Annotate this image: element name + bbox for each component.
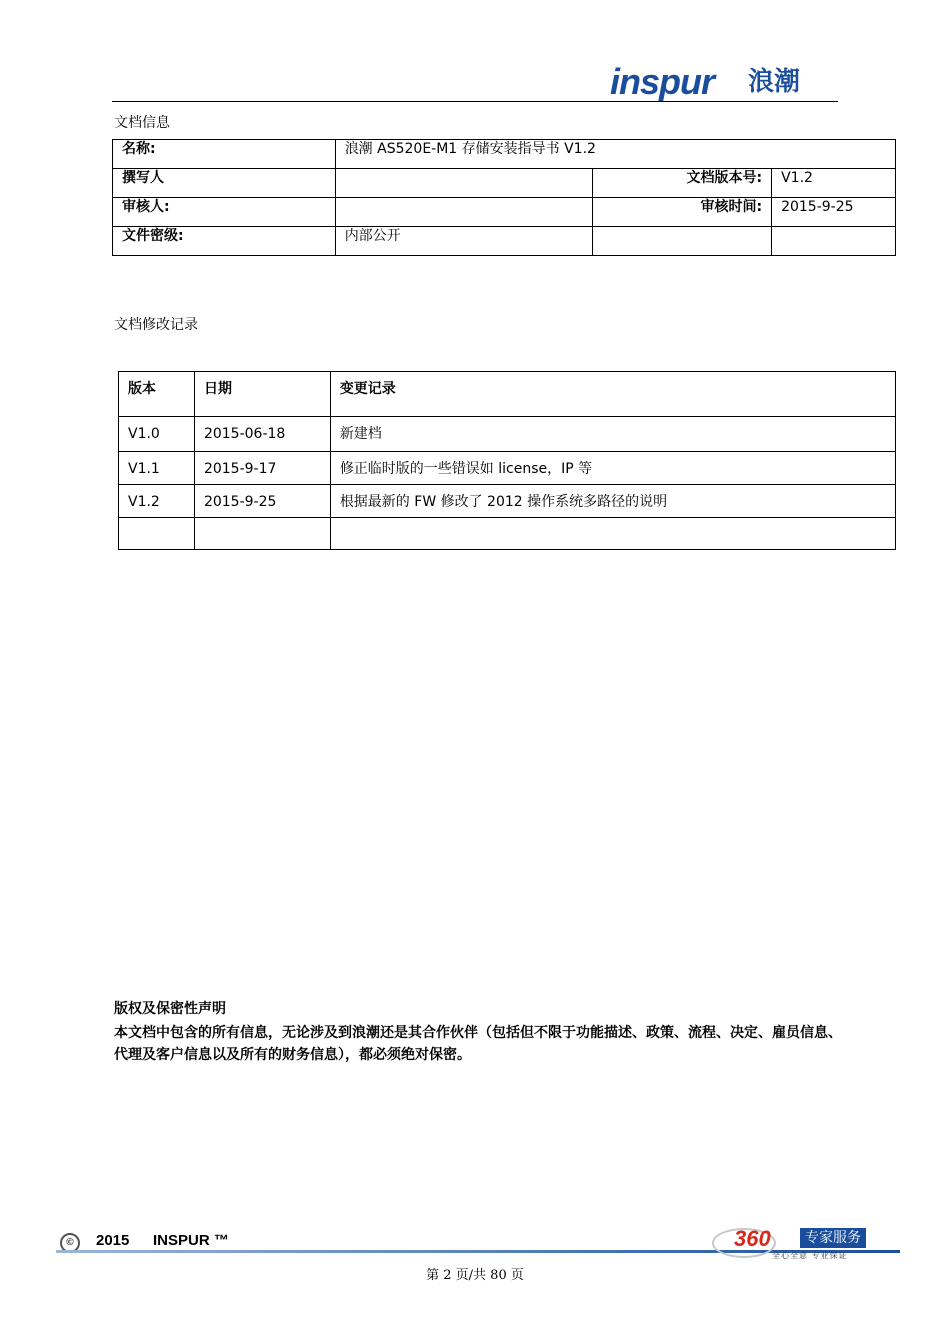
row-date [194,518,330,550]
footer-brand: INSPUR ™ [153,1232,229,1249]
logo-chinese-text: 浪潮 [748,67,801,97]
row-version: V1.2 [119,485,195,518]
table-header-row [119,372,896,417]
badge-number: 360 [734,1226,771,1251]
row-change: 根据最新的 FW 修改了 2012 操作系统多路径的说明 [330,485,895,518]
revision-title: 文档修改记录 [114,317,198,333]
table-row [113,169,896,198]
header-divider [112,101,838,102]
row-change: 修正临时版的一些错误如 license，IP 等 [330,452,895,485]
author-label: 撰写人 [113,169,336,198]
author-value [335,169,593,198]
table-row [119,485,896,518]
badge-text: 专家服务 [800,1228,866,1248]
page-number: 第 2 页/共 80 页 [426,1268,524,1283]
header-date: 日期 [194,372,330,417]
logo-latin-text: inspur [610,61,715,102]
badge-subtitle: 全心全意 专业保证 [772,1251,848,1260]
row-change [330,518,895,550]
table-row [119,452,896,485]
table-row [113,140,896,169]
inspur-logo [610,62,810,102]
review-time-label: 审核时间: [593,198,772,227]
empty-cell [593,227,772,256]
table-row [119,518,896,550]
doc-info-table [112,139,896,256]
security-label: 文件密级: [113,227,336,256]
table-row [113,227,896,256]
header-version: 版本 [119,372,195,417]
version-value: V1.2 [772,169,896,198]
copyright-icon: © [60,1233,80,1253]
row-version: V1.1 [119,452,195,485]
row-change: 新建档 [330,417,895,452]
reviewer-value [335,198,593,227]
service-badge-logo [712,1222,902,1262]
row-date: 2015-9-17 [194,452,330,485]
table-row [113,198,896,227]
name-value: 浪潮 AS520E-M1 存储安装指导书 V1.2 [335,140,895,169]
security-value: 内部公开 [335,227,593,256]
empty-cell [772,227,896,256]
doc-info-title: 文档信息 [114,115,170,131]
footer-year: 2015 [96,1232,130,1249]
copyright-body: 本文档中包含的所有信息，无论涉及到浪潮还是其合作伙伴（包括但不限于功能描述、政策、流程、决定、雇员信息、代理及客户信息以及所有的财务信息），都必须绝对保密。 [114,1025,842,1063]
row-version [119,518,195,550]
reviewer-label: 审核人: [113,198,336,227]
revision-table [118,371,896,550]
row-version: V1.0 [119,417,195,452]
version-label: 文档版本号: [593,169,772,198]
header-change: 变更记录 [330,372,895,417]
table-row [119,417,896,452]
copyright-title: 版权及保密性声明 [114,1001,226,1017]
row-date: 2015-9-25 [194,485,330,518]
review-time-value: 2015-9-25 [772,198,896,227]
row-date: 2015-06-18 [194,417,330,452]
name-label: 名称: [113,140,336,169]
